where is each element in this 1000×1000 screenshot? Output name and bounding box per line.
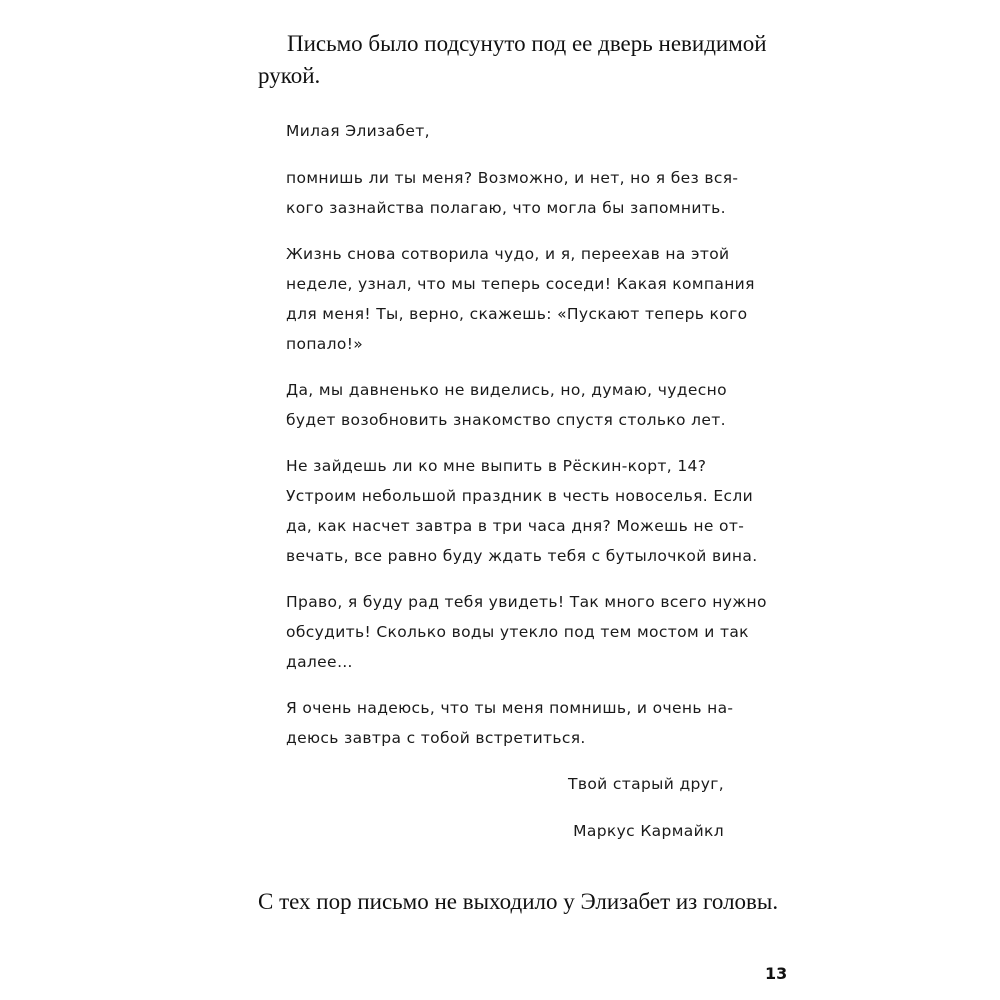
intro-line-2: рукой.: [258, 63, 321, 88]
letter-greeting: Милая Элизабет,: [286, 122, 430, 140]
letter-p5-line-3: далее…: [286, 653, 353, 671]
letter-p2-line-3: для меня! Ты, верно, скажешь: «Пускают теперь кого: [286, 305, 748, 323]
letter-closing: Твой старый друг,: [568, 775, 724, 793]
letter-p1-line-2: кого зазнайства полагаю, что могла бы запомнить.: [286, 199, 726, 217]
letter-p6-line-1: Я очень надеюсь, что ты меня помнишь, и очень на-: [286, 699, 734, 717]
letter-p4-line-4: вечать, все равно буду ждать тебя с бутылочкой вина.: [286, 547, 758, 565]
letter-p5-line-1: Право, я буду рад тебя увидеть! Так много всего нужно: [286, 593, 767, 611]
letter-p3-line-2: будет возобновить знакомство спустя столько лет.: [286, 411, 726, 429]
letter-p2-line-2: неделе, узнал, что мы теперь соседи! Какая компания: [286, 275, 755, 293]
letter-p2-line-1: Жизнь снова сотворила чудо, и я, переехав на этой: [286, 245, 730, 263]
letter-p5-line-2: обсудить! Сколько воды утекло под тем мостом и так: [286, 623, 749, 641]
letter-p6-line-2: деюсь завтра с тобой встретиться.: [286, 729, 586, 747]
letter-p4-line-3: да, как насчет завтра в три часа дня? Можешь не от-: [286, 517, 745, 535]
page-number: 13: [765, 964, 788, 983]
letter-p4-line-1: Не зайдешь ли ко мне выпить в Рёскин-корт, 14?: [286, 457, 707, 475]
outro-line: С тех пор письмо не выходило у Элизабет из головы.: [258, 889, 779, 914]
letter-signature: Маркус Кармайкл: [573, 822, 724, 840]
intro-line-1: Письмо было подсунуто под ее дверь невидимой: [287, 31, 767, 56]
letter-p1-line-1: помнишь ли ты меня? Возможно, и нет, но я без вся-: [286, 169, 739, 187]
letter-p2-line-4: попало!»: [286, 335, 364, 353]
letter-p3-line-1: Да, мы давненько не виделись, но, думаю, чудесно: [286, 381, 727, 399]
letter-p4-line-2: Устроим небольшой праздник в честь новоселья. Если: [286, 487, 754, 505]
